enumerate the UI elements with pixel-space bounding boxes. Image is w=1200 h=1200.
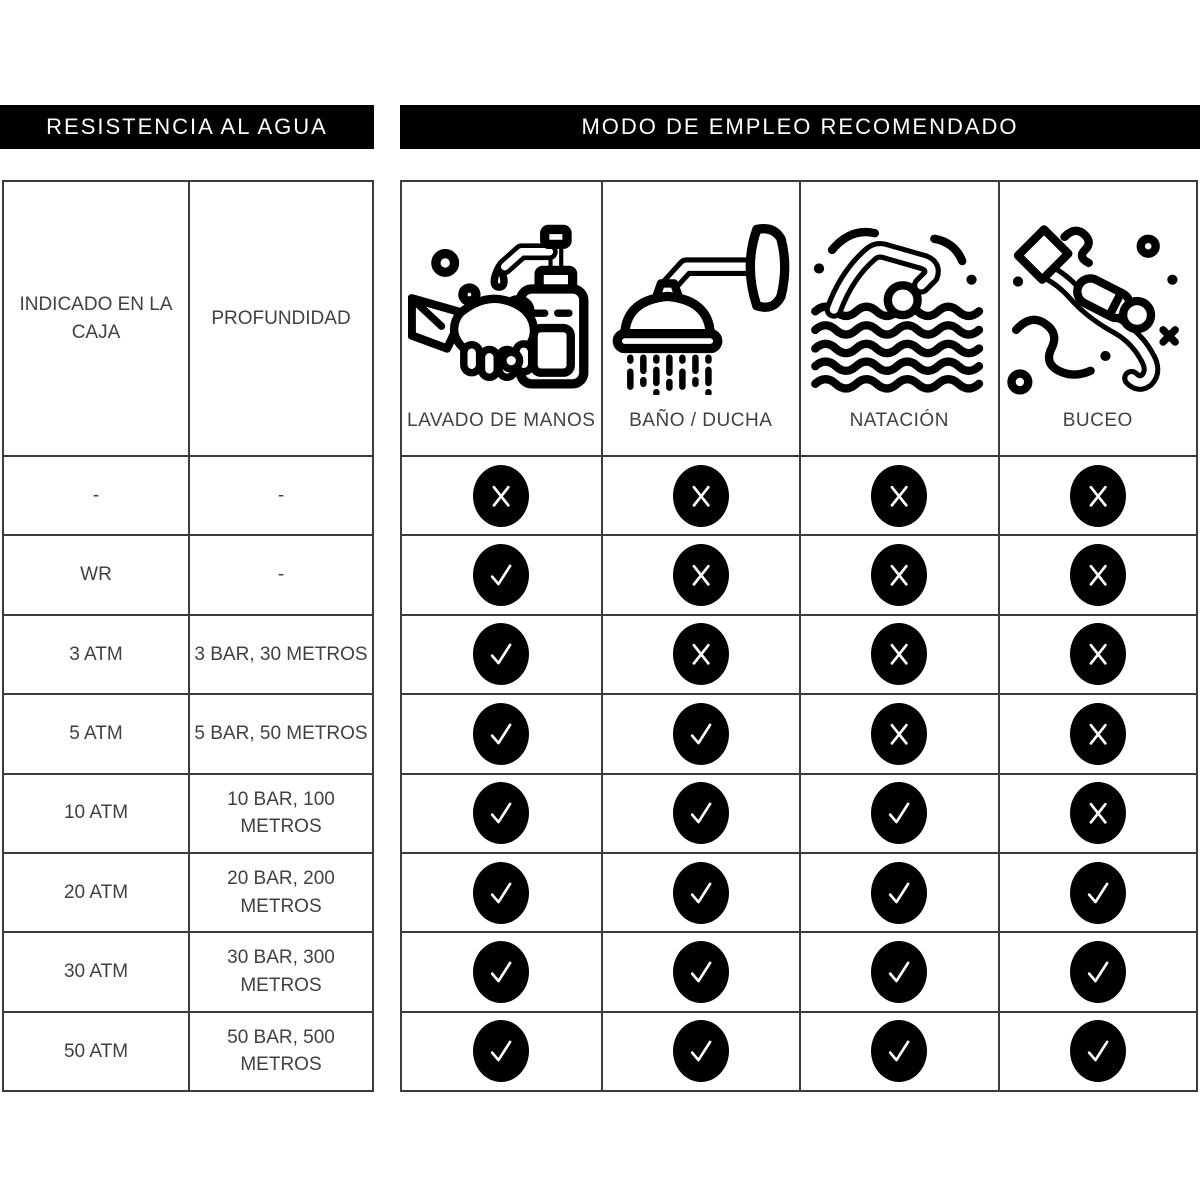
usage-mark-cell: [998, 693, 1197, 772]
resistance-box-cell: 10 ATM: [4, 773, 188, 852]
cross-icon: [484, 478, 518, 514]
column-header-box-label: INDICADO EN LA CAJA: [19, 293, 173, 343]
resistance-depth-cell: 10 BAR, 100 METROS: [188, 773, 372, 852]
handwash-icon: [408, 209, 594, 395]
check-icon: [684, 716, 718, 752]
usage-mark-cell: [601, 455, 800, 534]
resistance-title: RESISTENCIA AL AGUA: [46, 114, 328, 139]
mark-circle: [1070, 1020, 1126, 1082]
mark-circle: [871, 782, 927, 844]
shower-icon: [608, 209, 794, 395]
cross-icon: [684, 478, 718, 514]
resistance-box-cell: 30 ATM: [4, 931, 188, 1010]
resistance-depth-cell: 5 BAR, 50 METROS: [188, 693, 372, 772]
mark-circle: [473, 1020, 529, 1082]
resistance-box-cell: -: [4, 455, 188, 534]
usage-mark-cell: [601, 693, 800, 772]
check-icon: [684, 954, 718, 990]
resistance-box-cell: 5 ATM: [4, 693, 188, 772]
usage-mark-cell: [799, 534, 998, 613]
mark-circle: [673, 623, 729, 685]
usage-mark-cell: [799, 773, 998, 852]
mark-circle: [1070, 941, 1126, 1003]
mark-circle: [673, 862, 729, 924]
usage-mark-cell: [402, 852, 601, 931]
check-icon: [882, 875, 916, 911]
mark-circle: [871, 1020, 927, 1082]
check-icon: [484, 954, 518, 990]
check-icon: [684, 795, 718, 831]
check-icon: [484, 716, 518, 752]
mark-circle: [473, 782, 529, 844]
check-icon: [1081, 954, 1115, 990]
resistance-depth-cell: 50 BAR, 500 METROS: [188, 1011, 372, 1090]
mark-circle: [1070, 544, 1126, 606]
usage-mark-cell: [799, 931, 998, 1010]
usage-mark-cell: [601, 773, 800, 852]
check-icon: [484, 795, 518, 831]
usage-mark-cell: [601, 852, 800, 931]
cross-icon: [882, 478, 916, 514]
mark-circle: [473, 544, 529, 606]
usage-mark-cell: [799, 614, 998, 693]
check-icon: [882, 954, 916, 990]
resistance-depth-cell: -: [188, 455, 372, 534]
usage-mark-cell: [601, 534, 800, 613]
check-icon: [1081, 875, 1115, 911]
mark-circle: [871, 544, 927, 606]
check-icon: [484, 875, 518, 911]
resistance-box-cell: 3 ATM: [4, 614, 188, 693]
mark-circle: [473, 703, 529, 765]
usage-mark-cell: [402, 614, 601, 693]
usage-title: MODO DE EMPLEO RECOMENDADO: [581, 114, 1019, 139]
usage-mark-cell: [601, 931, 800, 1010]
cross-icon: [684, 636, 718, 672]
resistance-depth-cell: -: [188, 534, 372, 613]
usage-mark-cell: [998, 1011, 1197, 1090]
usage-mark-cell: [998, 534, 1197, 613]
usage-mark-cell: [402, 455, 601, 534]
mark-circle: [473, 623, 529, 685]
usage-mark-cell: [799, 852, 998, 931]
usage-mark-cell: [998, 455, 1197, 534]
check-icon: [684, 875, 718, 911]
cross-icon: [1081, 795, 1115, 831]
resistance-table: [2, 180, 374, 1092]
activity-label: BUCEO: [1062, 410, 1133, 432]
usage-mark-cell: [998, 931, 1197, 1010]
resistance-depth-cell: 3 BAR, 30 METROS: [188, 614, 372, 693]
mark-circle: [473, 465, 529, 527]
cross-icon: [1081, 478, 1115, 514]
check-icon: [484, 636, 518, 672]
usage-mark-cell: [799, 455, 998, 534]
column-header-depth: [188, 182, 372, 455]
mark-circle: [473, 862, 529, 924]
check-icon: [484, 557, 518, 593]
usage-mark-cell: [998, 773, 1197, 852]
mark-circle: [673, 544, 729, 606]
activity-header-diving: [998, 182, 1197, 455]
mark-circle: [871, 623, 927, 685]
diving-icon: [1005, 209, 1191, 395]
usage-table: [400, 180, 1198, 1092]
mark-circle: [1070, 623, 1126, 685]
usage-mark-cell: [799, 693, 998, 772]
mark-circle: [1070, 703, 1126, 765]
activity-label: BAÑO / DUCHA: [629, 410, 773, 432]
usage-mark-cell: [601, 614, 800, 693]
usage-mark-cell: [799, 1011, 998, 1090]
mark-circle: [473, 941, 529, 1003]
mark-circle: [673, 465, 729, 527]
mark-circle: [871, 465, 927, 527]
usage-mark-cell: [998, 614, 1197, 693]
cross-icon: [684, 557, 718, 593]
mark-circle: [673, 1020, 729, 1082]
swimming-icon: [806, 209, 992, 395]
usage-mark-cell: [402, 1011, 601, 1090]
usage-mark-cell: [402, 693, 601, 772]
mark-circle: [673, 941, 729, 1003]
mark-circle: [871, 703, 927, 765]
usage-mark-cell: [998, 852, 1197, 931]
resistance-depth-cell: 20 BAR, 200 METROS: [188, 852, 372, 931]
mark-circle: [673, 703, 729, 765]
cross-icon: [1081, 716, 1115, 752]
activity-header-shower: [601, 182, 800, 455]
usage-mark-cell: [601, 1011, 800, 1090]
usage-mark-cell: [402, 931, 601, 1010]
resistance-depth-cell: 30 BAR, 300 METROS: [188, 931, 372, 1010]
mark-circle: [1070, 465, 1126, 527]
cross-icon: [882, 716, 916, 752]
resistance-box-cell: 50 ATM: [4, 1011, 188, 1090]
cross-icon: [1081, 636, 1115, 672]
check-icon: [684, 1033, 718, 1069]
check-icon: [882, 1033, 916, 1069]
check-icon: [484, 1033, 518, 1069]
mark-circle: [871, 862, 927, 924]
check-icon: [882, 795, 916, 831]
resistance-box-cell: WR: [4, 534, 188, 613]
mark-circle: [673, 782, 729, 844]
cross-icon: [1081, 557, 1115, 593]
resistance-header-bar: [0, 105, 374, 149]
usage-mark-cell: [402, 534, 601, 613]
mark-circle: [1070, 862, 1126, 924]
mark-circle: [871, 941, 927, 1003]
cross-icon: [882, 557, 916, 593]
resistance-box-cell: 20 ATM: [4, 852, 188, 931]
activity-label: NATACIÓN: [849, 410, 949, 432]
column-header-box: [4, 182, 188, 455]
activity-header-swimming: [799, 182, 998, 455]
column-header-depth-label: PROFUNDIDAD: [211, 307, 351, 329]
mark-circle: [1070, 782, 1126, 844]
usage-header-bar: [400, 105, 1200, 149]
activity-header-handwash: [402, 182, 601, 455]
check-icon: [1081, 1033, 1115, 1069]
activity-label: LAVADO DE MANOS: [407, 410, 596, 432]
cross-icon: [882, 636, 916, 672]
usage-mark-cell: [402, 773, 601, 852]
